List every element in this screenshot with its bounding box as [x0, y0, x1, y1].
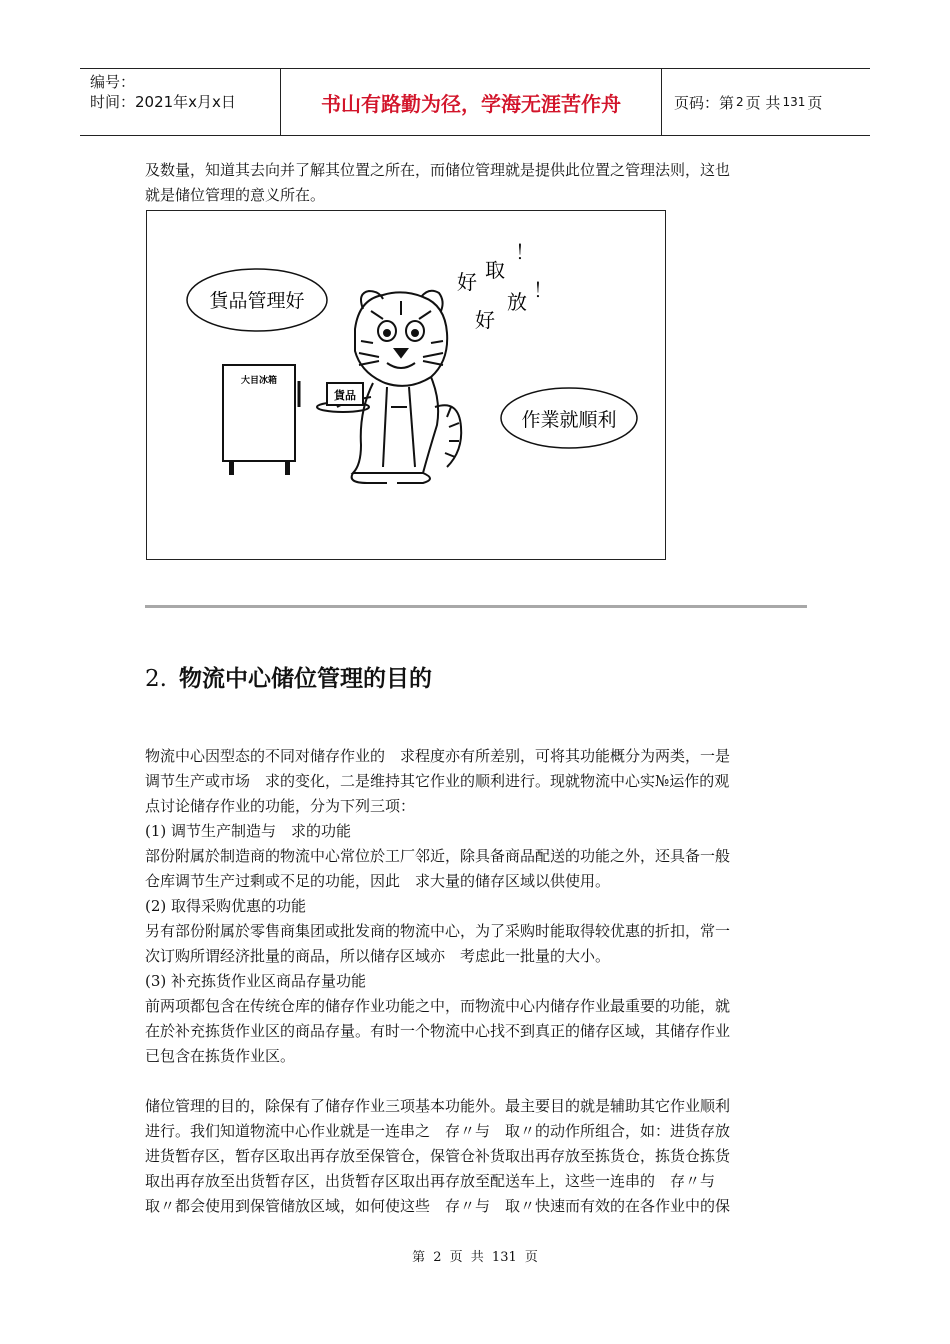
intro-line: 及数量，知道其去向并了解其位置之所在，而储位管理就是提供此位置之管理法则，这也	[145, 161, 731, 179]
item-title: (1) 调节生产制造与 求的功能	[145, 822, 352, 840]
header-motto: 书山有路勤为径，学海无涯苦作舟	[321, 91, 621, 116]
body-line: 前两项都包含在传统仓库的储存作业功能之中，而物流中心内储存作业最重要的功能，就	[145, 997, 731, 1015]
section-title: 物流中心储位管理的目的	[178, 666, 432, 692]
fridge-drawing	[223, 365, 299, 475]
body-line: 物流中心因型态的不同对储存作业的 求程度亦有所差别，可将其功能概分为两类，一是	[145, 747, 731, 765]
shout-text: 取	[485, 258, 505, 282]
body-line: 储位管理的目的，除保有了储存作业三项基本功能外。最主要目的就是辅助其它作业顺利	[145, 1097, 731, 1115]
body-line: 仓库调节生产过剩或不足的功能，因此 求大量的储存区域以供使用。	[145, 872, 611, 890]
bubble-right-text: 作業就順利	[521, 409, 617, 431]
tiger-illustration	[147, 211, 665, 559]
item-title: (2) 取得采购优惠的功能	[145, 897, 307, 915]
section-heading	[145, 660, 432, 693]
body-text	[145, 744, 807, 1219]
bubble-left-text: 貨品管理好	[209, 290, 305, 312]
shout-text: 放	[507, 290, 527, 314]
body-line: 部份附属於制造商的物流中心常位於工厂邻近，除具备商品配送的功能之外，还具备一般	[145, 847, 731, 865]
paragraph-gap	[145, 1069, 807, 1094]
body-line: 另有部份附属於零售商集团或批发商的物流中心，为了采购时能取得较优惠的折扣，常一	[145, 922, 731, 940]
body-line: 取〃都会使用到保管储放区域，如何使这些 存〃与 取〃快速而有效的在各作业中的保	[145, 1197, 731, 1215]
illustration-frame	[146, 210, 666, 560]
tray-with-goods	[317, 383, 369, 412]
page-footer: 第 2 页 共 131 页	[412, 1250, 538, 1265]
intro-line: 就是储位管理的意义所在。	[145, 186, 326, 204]
section-divider	[145, 605, 807, 608]
body-line: 次订购所谓经济批量的商品，所以储存区域亦 考虑此一批量的大小。	[145, 947, 611, 965]
shout-text: 好	[457, 270, 477, 294]
body-line: 取出再存放至出货暂存区，出货暂存区取出再存放至配送车上，这些一连串的 存〃与	[145, 1172, 716, 1190]
time-label: 时间：2021年x月x日	[90, 93, 236, 111]
shout-text: ！	[515, 240, 535, 264]
page-header	[80, 68, 870, 136]
header-motto-cell	[280, 69, 662, 135]
header-meta	[80, 69, 280, 135]
body-line: 调节生产或市场 求的变化，二是维持其它作业的顺利进行。现就物流中心实№运作的观	[145, 772, 730, 790]
page-prefix: 页码：第	[674, 93, 735, 112]
page-current: 2	[736, 95, 744, 109]
body-line: 进行。我们知道物流中心作业就是一连串之 存〃与 取〃的动作所组合，如：进货存放	[145, 1122, 731, 1140]
body-line: 在於补充拣货作业区的商品存量。有时一个物流中心找不到真正的储存区域，其储存作业	[145, 1022, 731, 1040]
item-title: (3) 补充拣货作业区商品存量功能	[145, 972, 367, 990]
shout-text: ！	[533, 278, 553, 302]
section-number: 2.	[145, 666, 167, 692]
fridge-label: 大目冰箱	[240, 376, 278, 386]
body-line: 进货暂存区，暂存区取出再存放至保管仓，保管仓补货取出再存放至拣货仓，拣货仓拣货	[145, 1147, 731, 1165]
number-label: 编号：	[90, 73, 136, 91]
body-line: 已包含在拣货作业区。	[145, 1047, 296, 1065]
goods-box-label: 貨品	[334, 389, 356, 402]
page-mid: 页 共	[745, 93, 781, 112]
body-line: 点讨论储存作业的功能，分为下列三项：	[145, 797, 416, 815]
intro-paragraph	[145, 158, 807, 208]
page-total: 131	[782, 95, 806, 109]
page-suffix: 页	[807, 93, 823, 112]
shout-text: 好	[475, 308, 495, 332]
header-page-info	[662, 69, 870, 135]
